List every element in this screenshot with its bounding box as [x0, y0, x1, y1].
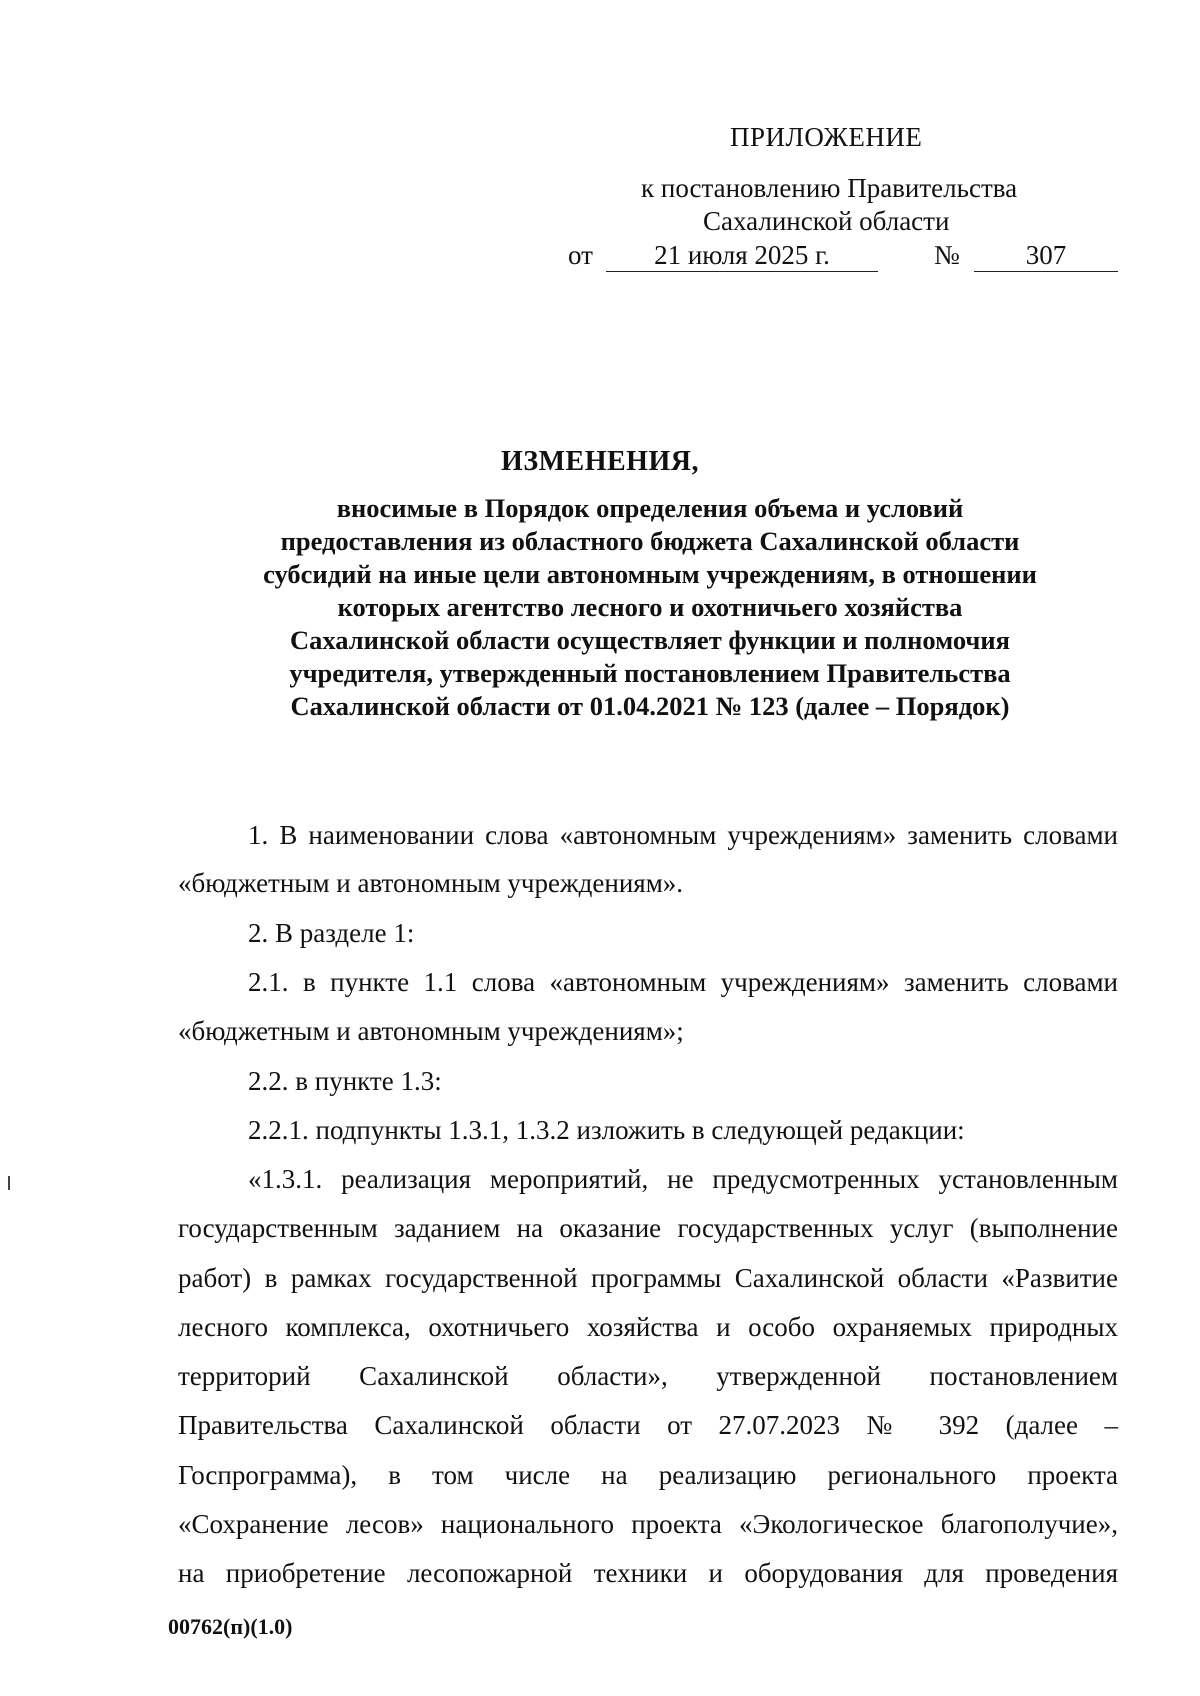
body-line: «бюджетным и автономным учреждениям». [178, 868, 684, 898]
body-line: лесного комплекса, охотничьего хозяйства и особо охраняемых природных [178, 1312, 1118, 1342]
region-line: Сахалинской области [703, 206, 950, 236]
body-line: государственным заданием на оказание государственных услуг (выполнение [178, 1213, 1118, 1243]
document-code: 00762(п)(1.0) [168, 1614, 293, 1639]
body-line: территорий Сахалинской области», утвержденной постановлением [178, 1361, 1118, 1391]
document-subtitle [190, 492, 1110, 723]
subtitle-line: которых агентство лесного и охотничьего хозяйства [337, 592, 963, 622]
body-line: на приобретение лесопожарной техники и оборудования для проведения [178, 1558, 1118, 1588]
body-line: 2.1. в пункте 1.1 слова «автономным учреждениям» заменить словами [248, 967, 1118, 997]
appendix-heading: ПРИЛОЖЕНИЕ [730, 122, 923, 152]
resolution-number: 307 [974, 240, 1118, 272]
scan-artifact [8, 1176, 10, 1190]
subtitle-line: Сахалинской области от 01.04.2021 № 123 (далее – Порядок) [290, 691, 1010, 721]
body-line: 2.2. в пункте 1.3: [248, 1066, 442, 1096]
body-line: Госпрограмма), в том числе на реализацию регионального проекта [178, 1460, 1118, 1490]
number-sign: № [934, 240, 960, 270]
body-line: Правительства Сахалинской области от 27.07.2023 № 392 (далее – [178, 1410, 1118, 1440]
body-line: «бюджетным и автономным учреждениям»; [178, 1016, 684, 1046]
body-line: 2. В разделе 1: [248, 918, 415, 948]
body-line: «1.3.1. реализация мероприятий, не предусмотренных установленным [248, 1164, 1118, 1194]
body-line: «Сохранение лесов» национального проекта «Экологическое благополучие», [178, 1509, 1118, 1539]
subtitle-line: вносимые в Порядок определения объема и условий [336, 493, 964, 523]
body-line: работ) в рамках государственной программы Сахалинской области «Развитие [178, 1263, 1118, 1293]
body-line: 1. В наименовании слова «автономным учреждениям» заменить словами [248, 820, 1118, 850]
date-number-row [568, 240, 1128, 274]
document-title: ИЗМЕНЕНИЯ, [501, 446, 699, 477]
subtitle-line: учредителя, утвержденный постановлением Правительства [289, 658, 1011, 688]
resolution-date: 21 июля 2025 г. [606, 240, 878, 272]
body-line: 2.2.1. подпункты 1.3.1, 1.3.2 изложить в следующей редакции: [248, 1115, 965, 1145]
subtitle-line: предоставления из областного бюджета Сахалинской области [280, 526, 1020, 556]
resolution-reference-line: к постановлению Правительства [641, 173, 1018, 203]
subtitle-line: Сахалинской области осуществляет функции и полномочия [289, 625, 1010, 655]
from-label: от [568, 240, 593, 270]
subtitle-line: субсидий на иные цели автономным учреждениям, в отношении [263, 559, 1037, 589]
